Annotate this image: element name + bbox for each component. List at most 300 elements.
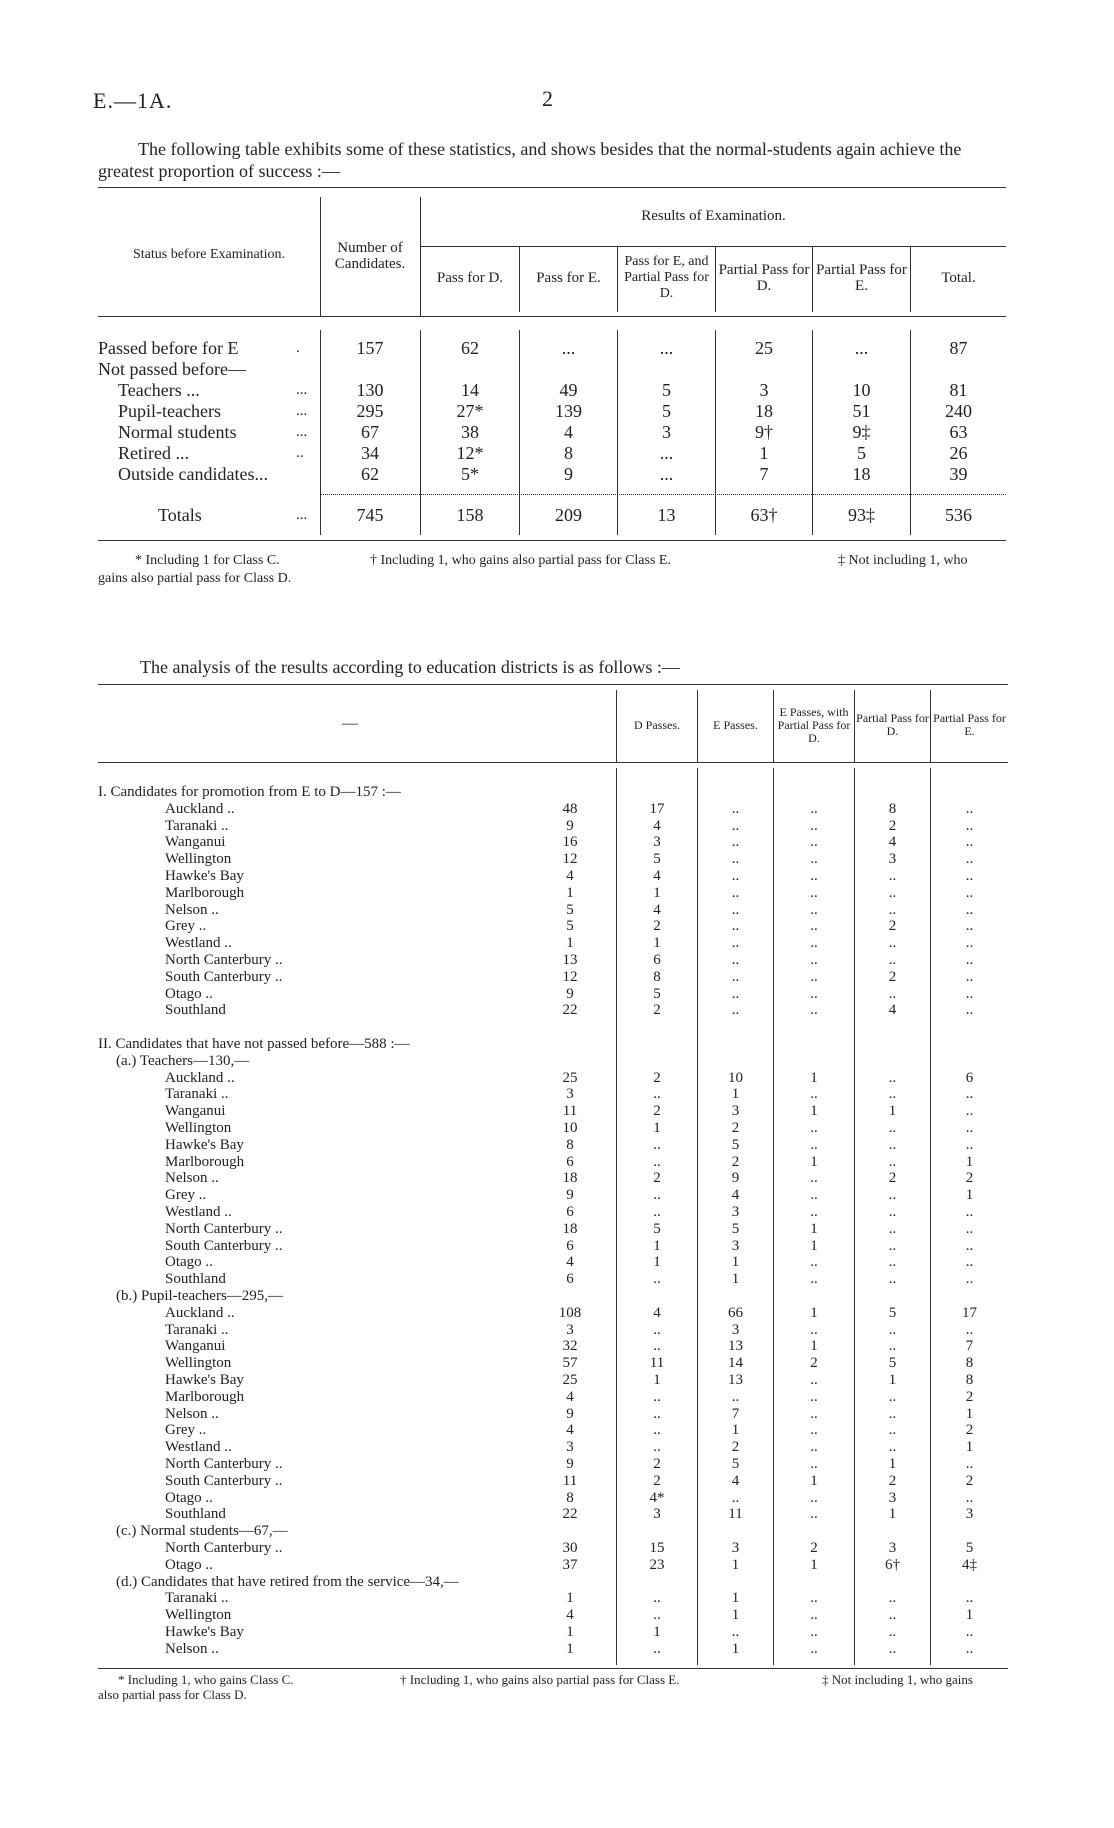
result-cell: 1 — [653, 1120, 661, 1136]
candidates-count: 9 — [566, 1405, 574, 1422]
district-label: South Canterbury .. — [165, 968, 283, 985]
candidates-count: 157 — [356, 338, 384, 358]
result-cell: 9 — [564, 464, 573, 484]
result-cell: .. — [888, 1069, 897, 1086]
result-cell: 38 — [461, 422, 479, 442]
result-cell: 1 — [810, 1237, 818, 1254]
candidates-count: 1 — [566, 1640, 574, 1657]
result-cell: .. — [810, 1422, 818, 1439]
result-cell: .. — [810, 1439, 818, 1456]
result-cell: .. — [731, 817, 740, 834]
candidates-count: 8 — [566, 1136, 574, 1153]
result-cell: 3 — [653, 834, 661, 851]
result-cell: .. — [653, 1136, 661, 1153]
result-cell: 14 — [461, 380, 479, 400]
result-cell: 8 — [965, 1372, 974, 1388]
result-cell: 2 — [810, 1355, 818, 1372]
result-cell: .. — [965, 1237, 974, 1254]
candidates-count: 108 — [558, 1304, 582, 1321]
leader-dots: ... — [296, 507, 308, 523]
district-label: North Canterbury .. — [165, 952, 283, 968]
result-cell: 26 — [949, 443, 968, 463]
result-cell: .. — [731, 1388, 740, 1405]
result-cell: 1 — [653, 1624, 661, 1640]
result-cell: .. — [810, 1372, 818, 1388]
result-cell: ... — [659, 464, 674, 484]
row-label: Pupil-teachers — [118, 401, 221, 421]
result-cell: 2 — [653, 1103, 661, 1120]
result-cell: 18 — [755, 401, 773, 421]
result-cell: 9‡ — [852, 422, 871, 442]
result-cell: 3 — [653, 1506, 661, 1523]
district-label: North Canterbury .. — [165, 1220, 283, 1237]
result-cell: 1 — [731, 1640, 740, 1657]
result-cell: 5 — [731, 1136, 740, 1153]
result-cell: .. — [965, 1640, 974, 1657]
subsection-heading: (a.) Teachers—130,— — [116, 1052, 250, 1069]
result-cell: .. — [653, 1422, 661, 1439]
result-cell: 6† — [885, 1556, 900, 1573]
result-cell: .. — [888, 1405, 897, 1422]
candidates-count: 6 — [566, 1204, 574, 1220]
col-header-0: Pass for D. — [436, 270, 504, 286]
district-label: Wellington — [165, 1607, 232, 1624]
result-cell: 1 — [731, 1607, 740, 1624]
district-label: Otago .. — [165, 1556, 213, 1573]
result-cell: 2 — [653, 1456, 661, 1472]
totals-label: Totals — [158, 505, 202, 525]
candidates-count: 16 — [562, 834, 578, 851]
result-cell: 158 — [456, 505, 484, 525]
result-cell: .. — [965, 800, 974, 817]
result-cell: 4 — [653, 817, 661, 834]
candidates-count: 4 — [566, 1254, 574, 1271]
result-cell: 13 — [728, 1338, 743, 1355]
result-cell: .. — [731, 918, 740, 935]
result-cell: 4* — [649, 1489, 665, 1506]
leader-dots: ... — [296, 424, 308, 440]
result-cell: 2 — [965, 1388, 974, 1405]
result-cell: .. — [731, 985, 740, 1002]
result-cell: 66 — [728, 1304, 743, 1321]
result-cell: .. — [965, 1271, 974, 1288]
result-cell: 18 — [852, 464, 871, 484]
col-header-5: Total. — [941, 270, 976, 286]
result-cell: .. — [731, 884, 740, 901]
result-cell: 1 — [731, 1422, 740, 1439]
result-cell: 11 — [649, 1355, 665, 1372]
result-cell: 5 — [662, 380, 671, 400]
leader-dots: .. — [296, 445, 304, 461]
district-label: Westland .. — [165, 935, 232, 952]
result-cell: 1 — [731, 1254, 740, 1271]
result-cell: .. — [888, 1321, 897, 1338]
result-cell: 1 — [653, 1237, 661, 1254]
result-cell: .. — [965, 1489, 974, 1506]
result-cell: .. — [888, 1237, 897, 1254]
result-cell: 5 — [653, 851, 661, 868]
result-cell: .. — [731, 800, 740, 817]
district-label: Wanganui — [165, 834, 226, 851]
result-cell: .. — [653, 1590, 661, 1607]
result-cell: .. — [653, 1321, 661, 1338]
result-cell: .. — [653, 1405, 661, 1422]
result-cell: 1 — [888, 1506, 897, 1523]
result-cell: 4 — [653, 868, 661, 884]
candidates-count: 6 — [566, 1271, 574, 1288]
district-label: Wellington — [165, 1120, 232, 1136]
result-cell: .. — [653, 1204, 661, 1220]
result-cell: .. — [888, 901, 897, 918]
result-cell: 2 — [731, 1120, 740, 1136]
result-cell: 1 — [731, 1271, 740, 1288]
result-cell: 2 — [731, 1153, 740, 1170]
result-cell: .. — [810, 901, 818, 918]
result-cell: 5 — [888, 1304, 897, 1321]
result-cell: 5 — [731, 1220, 740, 1237]
result-cell: 23 — [649, 1556, 665, 1573]
district-label: Taranaki .. — [165, 1086, 229, 1103]
district-label: Marlborough — [165, 884, 245, 901]
col-header-number: Number of Candidates. — [334, 240, 406, 272]
result-cell: .. — [888, 1120, 897, 1136]
result-cell: .. — [965, 1002, 974, 1019]
result-cell: 87 — [949, 338, 968, 358]
result-cell: ... — [561, 338, 576, 358]
result-cell: .. — [965, 1086, 974, 1103]
col-header-0: D Passes. — [633, 717, 680, 732]
candidates-count: 22 — [562, 1002, 578, 1019]
district-label: Grey .. — [165, 1187, 207, 1204]
result-cell: 2 — [888, 1170, 897, 1187]
result-cell: .. — [965, 1204, 974, 1220]
result-cell: .. — [965, 918, 974, 935]
result-cell: 7 — [759, 464, 769, 484]
candidates-count: 32 — [562, 1338, 578, 1355]
result-cell: 4 — [653, 901, 661, 918]
footnote2-double-dagger: ‡ Not including 1, who gains — [822, 1672, 973, 1687]
result-cell: 1 — [810, 1153, 818, 1170]
result-cell: 1 — [731, 1590, 740, 1607]
result-cell: 15 — [649, 1540, 665, 1556]
result-cell: 1 — [810, 1472, 818, 1489]
candidates-count: 22 — [562, 1506, 578, 1523]
col-header-1: Pass for E. — [536, 270, 601, 286]
result-cell: 2 — [888, 968, 897, 985]
result-cell: .. — [888, 1607, 897, 1624]
result-cell: .. — [731, 968, 740, 985]
result-cell: .. — [810, 834, 818, 851]
result-cell: .. — [888, 884, 897, 901]
result-cell: .. — [810, 1590, 818, 1607]
result-cell: .. — [731, 901, 740, 918]
result-cell: .. — [810, 1405, 818, 1422]
result-cell: 3 — [965, 1506, 974, 1523]
district-label: North Canterbury .. — [165, 1456, 283, 1472]
row-label: Passed before for E — [98, 338, 239, 358]
result-cell: 2 — [888, 817, 897, 834]
candidates-count: 37 — [562, 1556, 578, 1573]
result-cell: .. — [888, 1136, 897, 1153]
result-cell: .. — [888, 935, 897, 952]
result-cell: .. — [965, 935, 974, 952]
district-label: Southland — [165, 1002, 226, 1019]
candidates-count: 25 — [562, 1069, 578, 1086]
candidates-count: 9 — [566, 985, 574, 1002]
result-cell: .. — [965, 968, 974, 985]
document-reference: E.—1A. — [93, 88, 173, 113]
candidates-count: 48 — [562, 800, 578, 817]
result-cell: 5 — [888, 1355, 897, 1372]
result-cell: 1 — [965, 1153, 974, 1170]
candidates-count: 3 — [566, 1439, 574, 1456]
result-cell: .. — [810, 817, 818, 834]
result-cell: .. — [810, 1271, 818, 1288]
result-cell: .. — [810, 952, 818, 968]
result-cell: 1 — [731, 1086, 740, 1103]
result-cell: 240 — [945, 401, 972, 421]
result-cell: 11 — [728, 1506, 743, 1523]
result-cell: 536 — [945, 505, 972, 525]
result-cell: 4 — [731, 1472, 740, 1489]
result-cell: 5 — [653, 985, 661, 1002]
result-cell: 1 — [810, 1103, 818, 1120]
result-cell: .. — [888, 985, 897, 1002]
district-label: South Canterbury .. — [165, 1472, 283, 1489]
result-cell: .. — [810, 1506, 818, 1523]
candidates-count: 1 — [566, 935, 574, 952]
candidates-count: 3 — [566, 1321, 574, 1338]
result-cell: 5 — [731, 1456, 740, 1472]
result-cell: .. — [888, 868, 897, 884]
leader-dots: ... — [296, 382, 308, 398]
footnote2-dagger: † Including 1, who gains also partial pass for Class E. — [400, 1672, 680, 1687]
result-cell: 3 — [731, 1540, 740, 1556]
result-cell: 1 — [810, 1556, 818, 1573]
result-cell: 39 — [949, 464, 968, 484]
result-cell: 8 — [564, 443, 573, 463]
result-cell: 12* — [456, 443, 484, 463]
result-cell: .. — [810, 1120, 818, 1136]
candidates-count: 11 — [562, 1472, 578, 1489]
result-cell: .. — [653, 1271, 661, 1288]
result-cell: 10 — [728, 1069, 743, 1086]
result-cell: 17 — [649, 800, 665, 817]
result-cell: .. — [810, 1624, 818, 1640]
result-cell: .. — [810, 918, 818, 935]
col-header-blank: — — [342, 715, 358, 732]
subsection-heading: (d.) Candidates that have retired from the service—34,— — [116, 1573, 459, 1590]
candidates-count: 4 — [566, 1388, 574, 1405]
district-label: Nelson .. — [165, 1170, 219, 1187]
result-cell: 1 — [759, 443, 769, 463]
footnote2-star: * Including 1, who gains Class C. — [118, 1672, 294, 1687]
district-label: Otago .. — [165, 985, 213, 1002]
row-label: Retired ... — [118, 443, 189, 463]
result-cell: .. — [888, 1220, 897, 1237]
result-cell: 3 — [759, 380, 769, 400]
result-cell: .. — [888, 1338, 897, 1355]
result-cell: 1 — [653, 1254, 661, 1271]
result-cell: 3 — [731, 1103, 740, 1120]
result-cell: .. — [810, 985, 818, 1002]
district-label: Southland — [165, 1271, 226, 1288]
result-cell: 2 — [653, 1472, 661, 1489]
result-cell: .. — [731, 952, 740, 968]
result-cell: .. — [888, 1153, 897, 1170]
row-label: Normal students — [118, 422, 237, 442]
result-cell: 10 — [852, 380, 871, 400]
result-cell: 6 — [965, 1069, 974, 1086]
candidates-count: 4 — [566, 868, 574, 884]
candidates-count: 18 — [562, 1170, 578, 1187]
candidates-count: 6 — [566, 1237, 574, 1254]
result-cell: 1 — [965, 1439, 974, 1456]
result-cell: 5 — [662, 401, 671, 421]
result-cell: 2 — [965, 1422, 974, 1439]
result-cell: .. — [653, 1388, 661, 1405]
result-cell: 81 — [949, 380, 968, 400]
result-cell: 3 — [888, 1540, 897, 1556]
result-cell: 1 — [965, 1187, 974, 1204]
result-cell: 8 — [653, 968, 661, 985]
result-cell: .. — [810, 1640, 818, 1657]
district-label: Wanganui — [165, 1338, 226, 1355]
result-cell: .. — [965, 817, 974, 834]
result-cell: .. — [888, 1388, 897, 1405]
result-cell: .. — [731, 851, 740, 868]
district-label: Hawke's Bay — [165, 1624, 244, 1640]
subsection-heading: (b.) Pupil-teachers—295,— — [116, 1288, 284, 1304]
result-cell: 8 — [888, 800, 897, 817]
result-cell: .. — [888, 1624, 897, 1640]
result-cell: .. — [653, 1086, 661, 1103]
result-cell: .. — [810, 884, 818, 901]
district-label: Hawke's Bay — [165, 1372, 244, 1388]
row-label: Outside candidates... — [118, 464, 268, 484]
result-cell: 6 — [653, 952, 661, 968]
result-cell: 13 — [728, 1372, 743, 1388]
result-cell: 2 — [965, 1170, 974, 1187]
result-cell: .. — [810, 1607, 818, 1624]
candidates-count: 12 — [562, 851, 578, 868]
candidates-count: 13 — [562, 952, 578, 968]
result-cell: .. — [810, 1456, 818, 1472]
result-cell: 7 — [731, 1405, 740, 1422]
section-heading: I. Candidates for promotion from E to D—157 :— — [98, 784, 401, 800]
result-cell: 2 — [653, 1069, 661, 1086]
result-cell: 51 — [852, 401, 871, 421]
result-cell: .. — [965, 834, 974, 851]
result-cell: 1 — [810, 1338, 818, 1355]
district-label: Auckland .. — [165, 1069, 235, 1086]
row-label: Not passed before— — [98, 359, 246, 379]
district-label: Hawke's Bay — [165, 1136, 244, 1153]
candidates-count: 62 — [361, 464, 379, 484]
result-cell: .. — [888, 1590, 897, 1607]
result-cell: 2 — [888, 1472, 897, 1489]
result-cell: .. — [810, 1170, 818, 1187]
result-cell: 17 — [962, 1304, 977, 1321]
candidates-count: 295 — [356, 401, 384, 421]
result-cell: 4 — [731, 1187, 740, 1204]
result-cell: .. — [888, 1439, 897, 1456]
candidates-count: 4 — [566, 1607, 574, 1624]
district-label: North Canterbury .. — [165, 1540, 283, 1556]
leader-dots: . — [296, 340, 300, 356]
result-cell: 2 — [653, 918, 661, 935]
candidates-count: 18 — [562, 1220, 578, 1237]
result-cell: ... — [659, 443, 674, 463]
result-cell: 25 — [755, 338, 773, 358]
candidates-count: 6 — [566, 1153, 574, 1170]
district-label: Marlborough — [165, 1388, 245, 1405]
result-cell: .. — [888, 1640, 897, 1657]
result-cell: .. — [965, 1220, 974, 1237]
result-cell: .. — [965, 1103, 974, 1120]
district-label: Grey .. — [165, 918, 207, 935]
footnote-star: * Including 1 for Class C. — [135, 553, 280, 568]
result-cell: 1 — [653, 1372, 661, 1388]
result-cell: .. — [731, 1624, 740, 1640]
candidates-count: 9 — [566, 1456, 574, 1472]
result-cell: 49 — [559, 380, 578, 400]
candidates-count: 5 — [566, 901, 574, 918]
candidates-count: 9 — [566, 1187, 574, 1204]
result-cell: .. — [810, 1204, 818, 1220]
district-label: Nelson .. — [165, 1405, 219, 1422]
result-cell: .. — [965, 1321, 974, 1338]
district-label: South Canterbury .. — [165, 1237, 283, 1254]
result-cell: .. — [888, 1422, 897, 1439]
result-cell: .. — [810, 1136, 818, 1153]
candidates-count: 30 — [562, 1540, 578, 1556]
result-cell: 1 — [965, 1607, 974, 1624]
result-cell: 4‡ — [962, 1556, 977, 1573]
result-cell: 3 — [888, 1489, 897, 1506]
col-header-4: Partial Pass for E. — [816, 262, 907, 294]
result-cell: .. — [653, 1640, 661, 1657]
result-cell: .. — [965, 868, 974, 884]
result-cell: .. — [810, 868, 818, 884]
result-cell: .. — [965, 851, 974, 868]
result-cell: 4 — [564, 422, 573, 442]
result-cell: 1 — [810, 1220, 818, 1237]
result-cell: ... — [854, 338, 869, 358]
result-cell: 1 — [888, 1103, 897, 1120]
col-header-3: Partial Pass for D. — [856, 711, 929, 738]
result-cell: .. — [965, 1624, 974, 1640]
result-cell: 1 — [810, 1069, 818, 1086]
footnote-dagger: † Including 1, who gains also partial pass for Class E. — [370, 553, 671, 568]
result-cell: .. — [965, 1456, 974, 1472]
col-header-2: Pass for E, and Partial Pass for D. — [624, 254, 709, 301]
result-cell: .. — [653, 1338, 661, 1355]
district-label: Wellington — [165, 1355, 232, 1372]
district-label: Nelson .. — [165, 901, 219, 918]
result-cell: 14 — [728, 1355, 743, 1372]
candidates-count: 11 — [562, 1103, 578, 1120]
result-cell: ... — [659, 338, 674, 358]
result-cell: 3 — [731, 1321, 740, 1338]
result-cell: .. — [888, 1204, 897, 1220]
col-header-status: Status before Examination. — [132, 247, 286, 262]
candidates-count: 57 — [562, 1355, 578, 1372]
result-cell: 9 — [731, 1170, 740, 1187]
result-cell: 1 — [888, 1372, 897, 1388]
candidates-count: 130 — [356, 380, 384, 400]
result-cell: 1 — [888, 1456, 897, 1472]
